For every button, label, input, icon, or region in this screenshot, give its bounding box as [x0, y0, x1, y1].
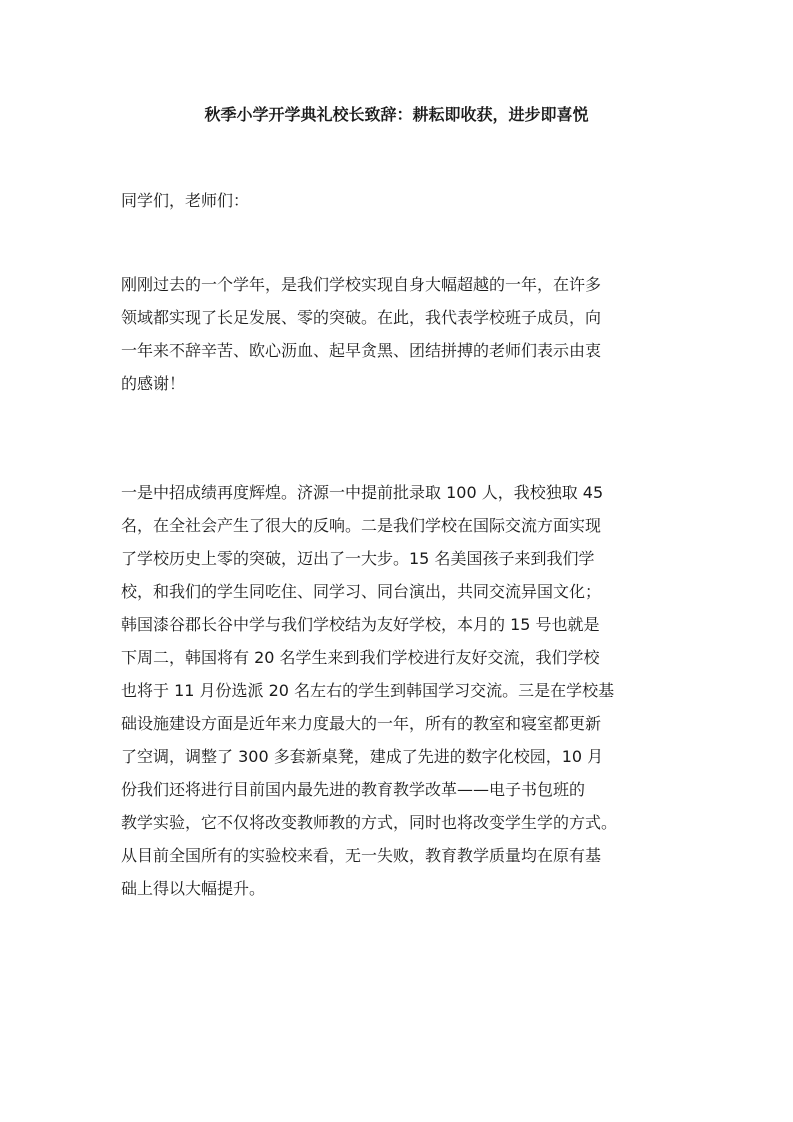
- paragraph-line: 础上得以大幅提升。: [121, 879, 266, 898]
- paragraph-line: 刚刚过去的一个学年，是我们学校实现自身大幅超越的一年，在许多: [121, 275, 602, 294]
- paragraph-1: [121, 268, 676, 400]
- paragraph-line: 从目前全国所有的实验校来看，无一失败，教育教学质量均在原有基: [121, 846, 602, 865]
- paragraph-line: 份我们还将进行目前国内最先进的教育教学改革——电子书包班的: [121, 780, 586, 799]
- paragraph-line: 一年来不辞辛苦、欧心沥血、起早贪黑、团结拼搏的老师们表示由衷: [121, 341, 602, 360]
- paragraph-line: 了空调，调整了 300 多套新桌凳，建成了先进的数字化校园，10 月: [121, 747, 604, 766]
- paragraph-line: 教学实验，它不仅将改变教师教的方式，同时也将改变学生学的方式。: [121, 813, 618, 832]
- document-title: 秋季小学开学典礼校长致辞：耕耘即收获，进步即喜悦: [204, 105, 589, 124]
- paragraph-line: 下周二，韩国将有 20 名学生来到我们学校进行友好交流，我们学校: [121, 648, 600, 667]
- paragraph-line: 一是中招成绩再度辉煌。济源一中提前批录取 100 人，我校独取 45: [121, 483, 604, 502]
- paragraph-line: 韩国漆谷郡长谷中学与我们学校结为友好学校，本月的 15 号也就是: [121, 615, 600, 634]
- salutation: 同学们，老师们：: [121, 191, 250, 210]
- paragraph-line: 领域都实现了长足发展、零的突破。在此，我代表学校班子成员，向: [121, 308, 602, 327]
- paragraph-2: [121, 476, 676, 905]
- paragraph-line: 名，在全社会产生了很大的反响。二是我们学校在国际交流方面实现: [121, 516, 602, 535]
- paragraph-line: 也将于 11 月份选派 20 名左右的学生到韩国学习交流。三是在学校基: [121, 681, 615, 700]
- paragraph-line: 校，和我们的学生同吃住、同学习、同台演出，共同交流异国文化；: [121, 582, 602, 601]
- paragraph-line: 础设施建设方面是近年来力度最大的一年，所有的教室和寝室都更新: [121, 714, 602, 733]
- paragraph-line: 了学校历史上零的突破，迈出了一大步。15 名美国孩子来到我们学: [121, 549, 595, 568]
- paragraph-line: 的感谢！: [121, 374, 186, 393]
